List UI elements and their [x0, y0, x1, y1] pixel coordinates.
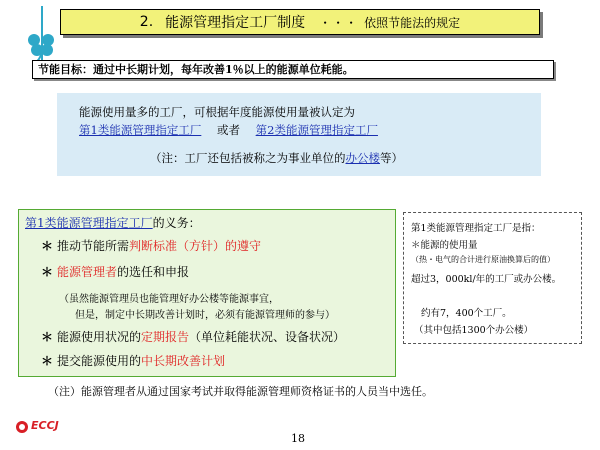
title-subtitle: 依照节能法的规定	[364, 15, 461, 30]
duty-item-manager-suffix: 的选任和申报	[117, 265, 190, 279]
designation-or: 或者	[216, 123, 240, 137]
side-note-line6: （其中包括1300个办公楼）	[414, 325, 534, 336]
footnote: （注）能源管理者从通过国家考试并取得能源管理师资格证书的人员当中选任。	[48, 385, 433, 398]
manager-note-line2: 但是，制定中长期改善计划时，必须有能源管理师的参与）	[75, 310, 335, 321]
duty-item-report-highlight: 定期报告	[141, 330, 190, 344]
title-bar	[60, 9, 540, 35]
duty-item-report-prefix: 能源使用状况的	[57, 330, 142, 344]
duties-heading	[25, 214, 201, 231]
designation-note	[150, 150, 403, 166]
side-note-box	[403, 212, 582, 344]
eccj-logo-mark	[16, 421, 28, 433]
title-number: 2.	[139, 14, 154, 30]
side-note-line1: 第1类能源管理指定工厂是指：	[411, 223, 541, 234]
duty-item-standards	[41, 237, 261, 254]
duty-item-report	[41, 328, 345, 345]
side-note-line2: ＊能源的使用量	[411, 240, 478, 251]
clover-logo-icon	[12, 6, 64, 66]
bullet-star-icon: ＊	[41, 330, 54, 344]
designation-types	[79, 122, 378, 138]
bullet-star-icon: ＊	[41, 265, 54, 279]
side-note-line3: （热・电气的合计进行原油换算后的值）	[411, 255, 555, 264]
office-building-link[interactable]: 办公楼	[345, 151, 380, 165]
duty-item-manager	[41, 263, 189, 280]
side-note-line5: 约有7，400个工厂。	[421, 308, 512, 319]
duty-item-plan-highlight: 中长期改善计划	[141, 354, 226, 368]
title-separator: ・・・	[319, 15, 359, 30]
duty-item-plan-prefix: 提交能源使用的	[57, 354, 142, 368]
duty-item-manager-highlight: 能源管理者	[57, 265, 118, 279]
bullet-star-icon: ＊	[41, 239, 54, 253]
designation-note-suffix: 等）	[380, 151, 403, 165]
bullet-star-icon: ＊	[41, 354, 54, 368]
designation-note-prefix: （注：工厂还包括被称之为事业单位的	[150, 151, 346, 165]
designation-intro: 能源使用量多的工厂，可根据年度能源使用量被认定为	[79, 105, 355, 119]
duty-item-report-suffix: （单位耗能状况、设备状况）	[189, 330, 346, 344]
duty-item-standards-prefix: 推动节能所需	[57, 239, 130, 253]
page-number: 18	[291, 432, 305, 445]
duties-box	[18, 209, 396, 377]
eccj-logo-text: ECCJ	[31, 419, 59, 432]
energy-target-box: 节能目标：通过中长期计划，每年改善1％以上的能源单位耗能。	[32, 60, 554, 79]
type2-factory-link[interactable]: 第2类能源管理指定工厂	[255, 123, 378, 137]
designation-panel	[57, 93, 541, 176]
eccj-logo-icon	[16, 418, 86, 436]
duty-item-standards-highlight: 判断标准（方针）的遵守	[129, 239, 262, 253]
duty-item-plan	[41, 352, 225, 369]
duties-heading-suffix: 的义务：	[152, 216, 201, 230]
manager-note-line1: （虽然能源管理员也能管理好办公楼等能源事宜，	[59, 294, 279, 305]
type1-factory-link[interactable]: 第1类能源管理指定工厂	[79, 123, 202, 137]
type1-duties-link[interactable]: 第1类能源管理指定工厂	[25, 216, 153, 230]
side-note-line4: 超过3，000kl/年的工厂或办公楼。	[411, 274, 562, 285]
title-main: 能源管理指定工厂制度	[165, 15, 306, 31]
